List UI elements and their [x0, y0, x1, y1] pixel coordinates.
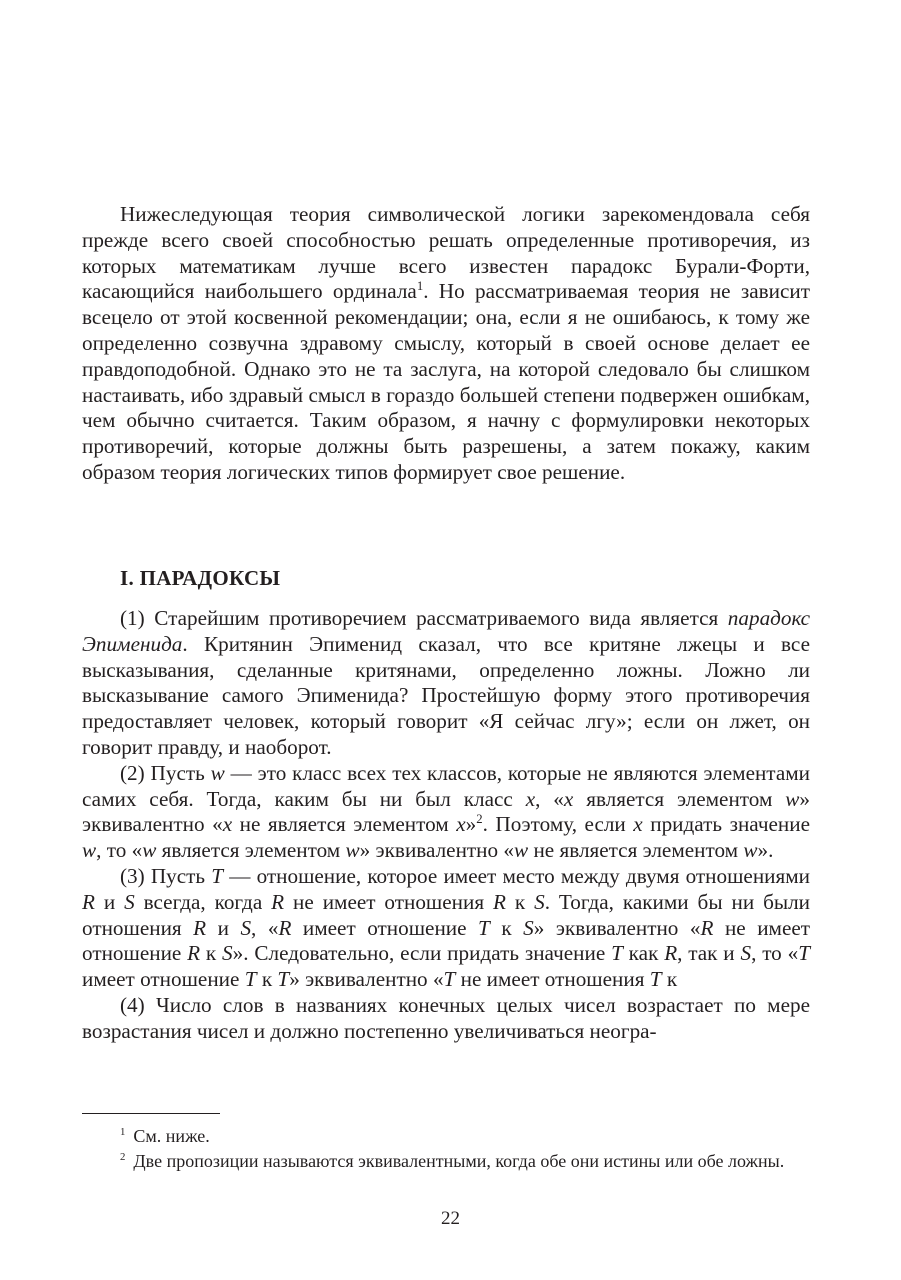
- footnote-2: [82, 1149, 810, 1174]
- footnote-mark: 2: [120, 1151, 126, 1163]
- footnote-ref-2[interactable]: 2: [476, 812, 483, 827]
- footnote-mark: 1: [120, 1126, 126, 1138]
- section-heading: I. ПАРАДОКСЫ: [120, 566, 281, 590]
- intro-paragraph: [82, 202, 810, 486]
- page-number: 22: [441, 1208, 460, 1229]
- intro-text: Нижеследующая теория символической логики зарекомендовала себя прежде всего своей способностью решать определенные противоречия, из которых математикам лучше всего известен парадокс Бурали-Форти, касающийся наибольшего ординала$^1$. Но рассматриваемая теория не зависит всецело от этой косвенной рекомендации; она, если я не ошибаюсь, к тому же определенно созвучна здравому смыслу, который в своей основе делает ее правдоподобной. Однако это не та заслуга, на которой следовало бы слишком настаивать, ибо здравый смысл в гораздо большей степени подвержен ошибкам, чем обычно считается. Таким образом, я начну с формулировки некоторых противоречий, которые должны быть разрешены, а затем покажу, каким образом теория логических типов формирует свое решение.: [82, 202, 811, 484]
- paradoxes-body: [82, 606, 810, 1045]
- paradox-4-paragraph: (4) Число слов в названиях конечных целых чисел возрастает по мере возрастания чисел и должно постепенно увеличиваться неогра-: [82, 992, 810, 1043]
- footnote-text: Две пропозиции называются эквивалентными, когда обе они истины или обе ложны.: [133, 1151, 785, 1171]
- paradox-1-paragraph: (1) Старейшим противоречием рассматриваемого вида является парадокс Эпименида. Критянин Эпименид сказал, что все критяне лжецы и все высказывания, сделанные критянами, определенно ложны. Ложно ли высказывание самого Эпименида? Простейшую форму этого противоречия предоставляет человек, который говорит «Я сейчас лгу»; если он лжет, он говорит правду, и наоборот.: [82, 606, 810, 759]
- footnote-text: См. ниже.: [133, 1126, 210, 1146]
- footnote-1: [82, 1124, 810, 1149]
- paradox-2-paragraph: (2) Пусть w — это класс всех тех классов, которые не являются элементами самих себя. Тогда, каким бы ни был класс x, «x является элементом w» эквивалентно «x не является элементом x»$^2$. Поэтому, если x придать значение w, то «w является элементом w» эквивалентно «w не является элементом w».: [82, 760, 810, 863]
- paradox-3-paragraph: (3) Пусть T — отношение, которое имеет место между двумя отношениями R и S всегда, когда R не имеет отношения R к S. Тогда, какими бы ни были отношения R и S, «R имеет отношение T к S» эквивалентно «R не имеет отношение R к S». Следовательно, если придать значение T как R, так и S, то «T имеет отношение T к T» эквивалентно «T не имеет отношения T к: [82, 863, 811, 992]
- footnotes: [82, 1124, 810, 1174]
- footnote-divider: [82, 1113, 220, 1114]
- footnote-ref-1[interactable]: 1: [416, 279, 424, 294]
